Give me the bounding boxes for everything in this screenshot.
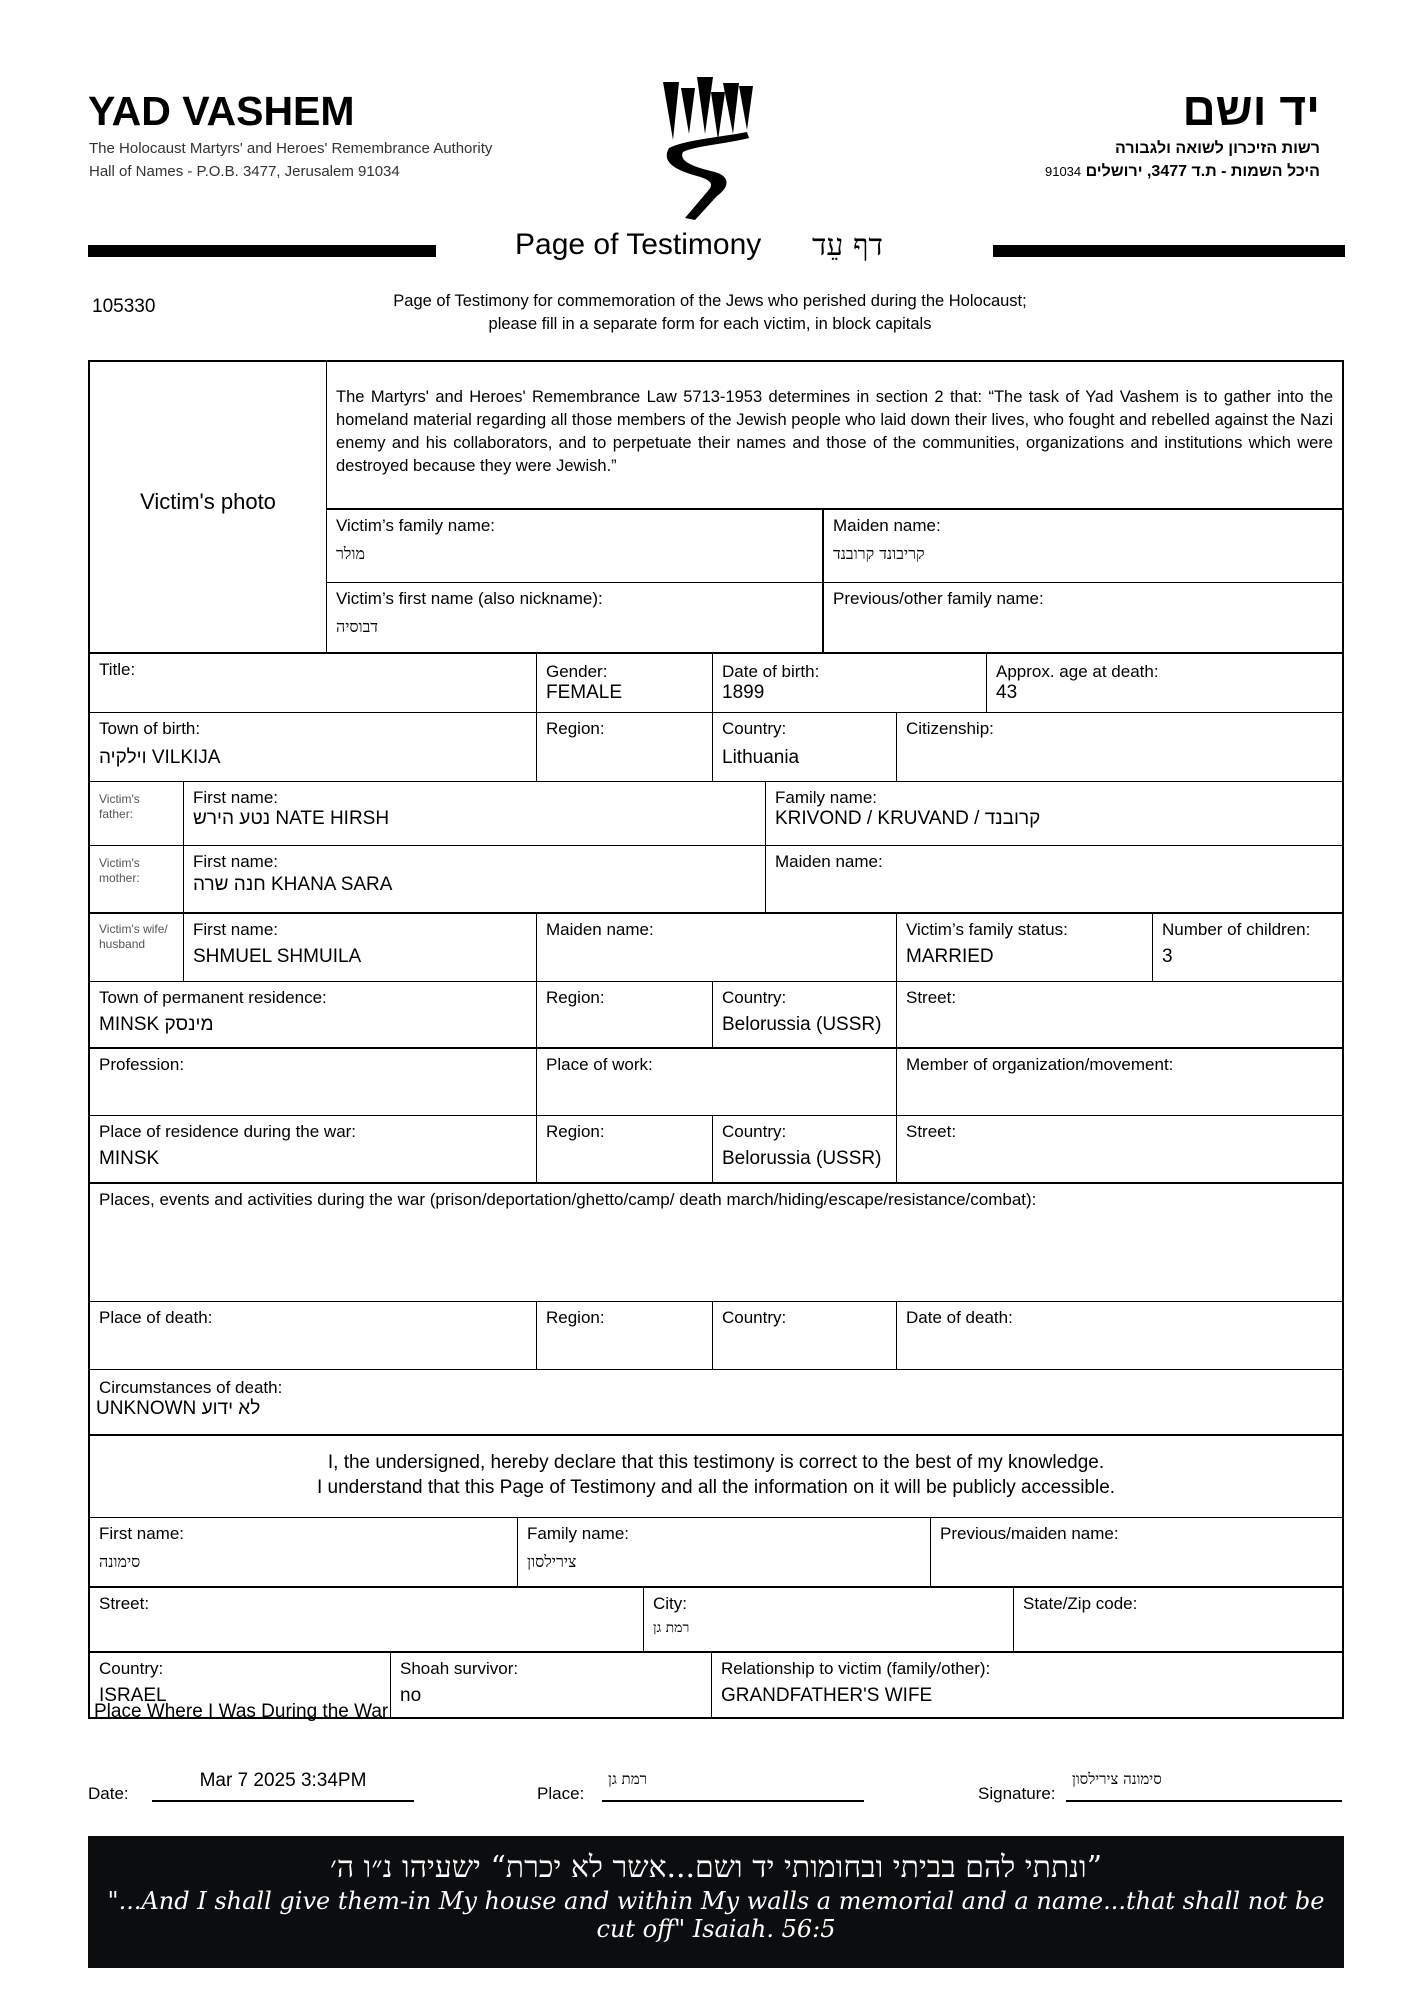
birth-country-label: Country: bbox=[722, 719, 787, 738]
permanent-residence-label: Town of permanent residence: bbox=[99, 988, 327, 1007]
war-activities-label: Places, events and activities during the war (prison/deportation/ghetto/camp/ death march/hiding/escape/resistance/combat): bbox=[99, 1190, 1037, 1209]
title-field[interactable] bbox=[90, 654, 536, 712]
brand-title-hebrew: יד ושם bbox=[1182, 83, 1320, 135]
quote-english: "...And I shall give them-in My house and within My walls a memorial and a name...that shall not be cut off" Isaiah. 56:5 bbox=[107, 1887, 1325, 1943]
gender-label: Gender: bbox=[546, 662, 608, 681]
victim-family-name-value: מולר bbox=[336, 544, 365, 563]
age-at-death-field[interactable] bbox=[986, 654, 1342, 712]
submitter-street-label: Street: bbox=[99, 1594, 150, 1613]
victim-family-name-label: Victim’s family name: bbox=[336, 516, 496, 535]
death-country-field[interactable] bbox=[712, 1302, 896, 1369]
war-residence-field[interactable] bbox=[90, 1116, 536, 1182]
submitter-family-name-value: צירילסון bbox=[527, 1552, 577, 1571]
relationship-label: Relationship to victim (family/other): bbox=[721, 1659, 991, 1678]
place-field[interactable] bbox=[602, 1770, 864, 1802]
war-activities-field[interactable] bbox=[90, 1184, 1342, 1301]
father-first-name-field[interactable] bbox=[183, 782, 765, 845]
date-field[interactable] bbox=[152, 1770, 414, 1802]
residence-country-field[interactable] bbox=[712, 982, 896, 1047]
family-status-label: Victim’s family status: bbox=[906, 920, 1068, 939]
gender-value: FEMALE bbox=[546, 682, 623, 703]
place-of-work-field[interactable] bbox=[536, 1049, 896, 1115]
number-of-children-value: 3 bbox=[1162, 946, 1173, 967]
intro-line-1: Page of Testimony for commemoration of the Jews who perished during the Holocaust; bbox=[393, 292, 1027, 310]
submitter-country-value: ISRAEL bbox=[99, 1685, 167, 1706]
signature-field[interactable] bbox=[1066, 1770, 1342, 1802]
submitter-city-label: City: bbox=[653, 1594, 687, 1613]
family-status-field[interactable] bbox=[896, 914, 1152, 981]
father-family-name-value: KRIVOND / KRUVAND / קרובנד bbox=[775, 808, 1041, 829]
mother-section-label: Victim's mother: bbox=[99, 856, 140, 885]
date-of-birth-field[interactable] bbox=[712, 654, 986, 712]
profession-field[interactable] bbox=[90, 1049, 536, 1115]
residence-region-label: Region: bbox=[546, 988, 605, 1007]
birth-region-field[interactable] bbox=[536, 713, 712, 781]
death-region-label: Region: bbox=[546, 1308, 605, 1327]
residence-country-value: Belorussia (USSR) bbox=[722, 1014, 882, 1035]
date-of-death-field[interactable] bbox=[896, 1302, 1342, 1369]
father-section-label: Victim's father: bbox=[99, 792, 140, 821]
victim-photo-label: Victim's photo bbox=[140, 489, 276, 514]
date-of-death-label: Date of death: bbox=[906, 1308, 1013, 1327]
victim-maiden-name-label: Maiden name: bbox=[833, 516, 941, 535]
town-of-birth-value: וילקיה VILKIJA bbox=[99, 747, 221, 768]
testimony-form bbox=[88, 360, 1344, 1719]
war-region-field[interactable] bbox=[536, 1116, 712, 1182]
family-status-value: MARRIED bbox=[906, 946, 994, 967]
residence-street-field[interactable] bbox=[896, 982, 1342, 1047]
spouse-section-label: Victim's wife/ husband bbox=[99, 922, 168, 951]
permanent-residence-value: MINSK מינסק bbox=[99, 1014, 214, 1035]
shoah-survivor-field[interactable] bbox=[390, 1653, 711, 1717]
place-of-death-field[interactable] bbox=[90, 1302, 536, 1369]
victim-photo-box[interactable] bbox=[90, 362, 326, 652]
profession-label: Profession: bbox=[99, 1055, 185, 1074]
signature-row bbox=[88, 1770, 1344, 1810]
mother-first-name-value: חנה שרה KHANA SARA bbox=[193, 874, 393, 895]
place-of-work-label: Place of work: bbox=[546, 1055, 653, 1074]
address-subtitle-hebrew bbox=[1045, 163, 1320, 181]
age-at-death-label: Approx. age at death: bbox=[996, 662, 1159, 681]
date-of-birth-label: Date of birth: bbox=[722, 662, 820, 681]
title-divider-right bbox=[993, 245, 1345, 257]
place-label: Place: bbox=[537, 1784, 585, 1803]
submitter-city-value: רמת גן bbox=[653, 1620, 690, 1636]
declaration-line-1: I, the undersigned, hereby declare that this testimony is correct to the best of my knowledge. bbox=[327, 1452, 1105, 1473]
residence-country-label: Country: bbox=[722, 988, 787, 1007]
victim-first-name-field[interactable] bbox=[327, 583, 822, 652]
submitter-city-field[interactable] bbox=[643, 1588, 1013, 1651]
signature-label: Signature: bbox=[978, 1784, 1056, 1803]
spouse-first-name-value: SHMUEL SHMUILA bbox=[193, 946, 362, 967]
date-value: Mar 7 2025 3:34PM bbox=[199, 1770, 367, 1791]
spouse-maiden-name-label: Maiden name: bbox=[546, 920, 654, 939]
title-divider-left bbox=[88, 245, 436, 257]
date-of-birth-value: 1899 bbox=[722, 682, 765, 703]
relationship-value: GRANDFATHER'S WIFE bbox=[721, 1685, 933, 1706]
mother-maiden-name-field[interactable] bbox=[765, 846, 1342, 912]
war-residence-value: MINSK bbox=[99, 1148, 160, 1169]
circumstances-field[interactable] bbox=[90, 1370, 1342, 1434]
submitter-family-name-field[interactable] bbox=[517, 1518, 930, 1586]
victim-family-name-field[interactable] bbox=[327, 510, 822, 582]
address-subtitle: Hall of Names - P.O.B. 3477, Jerusalem 91034 bbox=[89, 163, 400, 180]
war-country-label: Country: bbox=[722, 1122, 787, 1141]
death-region-field[interactable] bbox=[536, 1302, 712, 1369]
town-of-birth-label: Town of birth: bbox=[99, 719, 201, 738]
intro-text bbox=[300, 290, 1120, 336]
age-at-death-value: 43 bbox=[996, 682, 1018, 703]
isaiah-quote-banner bbox=[88, 1836, 1344, 1968]
birth-country-field[interactable] bbox=[712, 713, 896, 781]
victim-first-name-label: Victim’s first name (also nickname): bbox=[336, 589, 603, 608]
law-text: The Martyrs' and Heroes' Remembrance Law 5713-1953 determines in section 2 that: “The task of Yad Vashem is to gather into the homeland material regarding all those members of the Jewish people who laid down their lives, who fought and rebelled against the Nazi enemy and his collaborators, and to perpetuate their names and those of the communities, organizations and institutions which were destroyed because they were Jewish.” bbox=[336, 388, 1333, 475]
circumstances-value: UNKNOWN לא ידוע bbox=[96, 1398, 261, 1419]
citizenship-field[interactable] bbox=[896, 713, 1342, 781]
submitter-prev-name-label: Previous/maiden name: bbox=[940, 1524, 1119, 1543]
birth-region-label: Region: bbox=[546, 719, 605, 738]
victim-prev-family-name-field[interactable] bbox=[822, 583, 1342, 652]
father-family-name-label: Family name: bbox=[775, 788, 878, 807]
submitter-zip-field[interactable] bbox=[1013, 1588, 1342, 1651]
war-region-label: Region: bbox=[546, 1122, 605, 1141]
permanent-residence-field[interactable] bbox=[90, 982, 536, 1047]
spouse-first-name-field[interactable] bbox=[183, 914, 536, 981]
authority-subtitle-hebrew: רשות הזיכרון לשואה ולגבורה bbox=[1114, 140, 1320, 157]
victim-maiden-name-field[interactable] bbox=[822, 510, 1342, 582]
place-of-death-label: Place of death: bbox=[99, 1308, 213, 1327]
residence-region-field[interactable] bbox=[536, 982, 712, 1047]
place-value: רמת גן bbox=[608, 1770, 647, 1788]
page-title: Page of Testimony bbox=[515, 228, 762, 261]
circumstances-label: Circumstances of death: bbox=[99, 1378, 283, 1397]
yad-vashem-logo-icon bbox=[655, 72, 755, 222]
submitter-street-field[interactable] bbox=[90, 1588, 643, 1651]
address-hebrew-text: היכל השמות - ת.ד 3477, ירושלים bbox=[1085, 163, 1320, 180]
spouse-first-name-label: First name: bbox=[193, 920, 279, 939]
organization-label: Member of organization/movement: bbox=[906, 1055, 1174, 1074]
number-of-children-field[interactable] bbox=[1152, 914, 1342, 981]
submitter-zip-label: State/Zip code: bbox=[1023, 1594, 1138, 1613]
spouse-maiden-name-field[interactable] bbox=[536, 914, 896, 981]
mother-first-name-field[interactable] bbox=[183, 846, 765, 912]
victim-maiden-name-value: קריבונד קרובנד bbox=[833, 544, 925, 563]
submitter-first-name-label: First name: bbox=[99, 1524, 185, 1543]
birth-country-value: Lithuania bbox=[722, 747, 800, 768]
mother-first-name-label: First name: bbox=[193, 852, 279, 871]
father-first-name-label: First name: bbox=[193, 788, 279, 807]
war-street-label: Street: bbox=[906, 1122, 957, 1141]
submitter-family-name-label: Family name: bbox=[527, 1524, 630, 1543]
shoah-survivor-value: no bbox=[400, 1685, 422, 1706]
page-title-hebrew: דף עֵד bbox=[812, 228, 883, 263]
document-id: 105330 bbox=[92, 296, 156, 317]
war-country-field[interactable] bbox=[712, 1116, 896, 1182]
shoah-survivor-label: Shoah survivor: bbox=[400, 1659, 519, 1678]
father-first-name-value: נטע הירש NATE HIRSH bbox=[193, 808, 390, 829]
death-country-label: Country: bbox=[722, 1308, 787, 1327]
father-family-name-field[interactable] bbox=[765, 782, 1342, 845]
signature-value: סימונה צירילסון bbox=[1072, 1770, 1162, 1788]
submitter-country-label: Country: bbox=[99, 1659, 164, 1678]
submitter-first-name-value: סימונה bbox=[99, 1552, 141, 1571]
relationship-field[interactable] bbox=[711, 1653, 1342, 1717]
war-residence-label: Place of residence during the war: bbox=[99, 1122, 357, 1141]
address-zip: 91034 bbox=[1044, 164, 1082, 179]
number-of-children-label: Number of children: bbox=[1162, 920, 1311, 939]
town-of-birth-field[interactable] bbox=[90, 713, 536, 781]
victim-first-name-value: דבוסיה bbox=[336, 617, 378, 636]
citizenship-label: Citizenship: bbox=[906, 719, 994, 738]
organization-field[interactable] bbox=[896, 1049, 1342, 1115]
declaration-line-2: I understand that this Page of Testimony and all the information on it will be publicly accessible. bbox=[316, 1477, 1116, 1498]
date-label: Date: bbox=[88, 1784, 129, 1803]
mother-maiden-name-label: Maiden name: bbox=[775, 852, 883, 871]
brand-title: YAD VASHEM bbox=[88, 88, 355, 134]
war-place-label: Place Where I Was During the War bbox=[94, 1701, 389, 1722]
gender-field[interactable] bbox=[536, 654, 712, 712]
submitter-prev-name-field[interactable] bbox=[930, 1518, 1342, 1586]
war-country-value: Belorussia (USSR) bbox=[722, 1148, 882, 1169]
title-label: Title: bbox=[99, 660, 136, 679]
quote-hebrew: ”ונתתי להם בביתי ובחומותי יד ושם...אשר לא יכרת“ ישעיהו נ״ו ה׳ bbox=[329, 1850, 1103, 1885]
authority-subtitle: The Holocaust Martyrs' and Heroes' Remembrance Authority bbox=[89, 140, 493, 157]
submitter-first-name-field[interactable] bbox=[90, 1518, 517, 1586]
war-street-field[interactable] bbox=[896, 1116, 1342, 1182]
residence-street-label: Street: bbox=[906, 988, 957, 1007]
intro-line-2: please fill in a separate form for each victim, in block capitals bbox=[488, 315, 932, 333]
declaration-text bbox=[90, 1436, 1342, 1517]
victim-prev-family-name-label: Previous/other family name: bbox=[833, 589, 1044, 608]
